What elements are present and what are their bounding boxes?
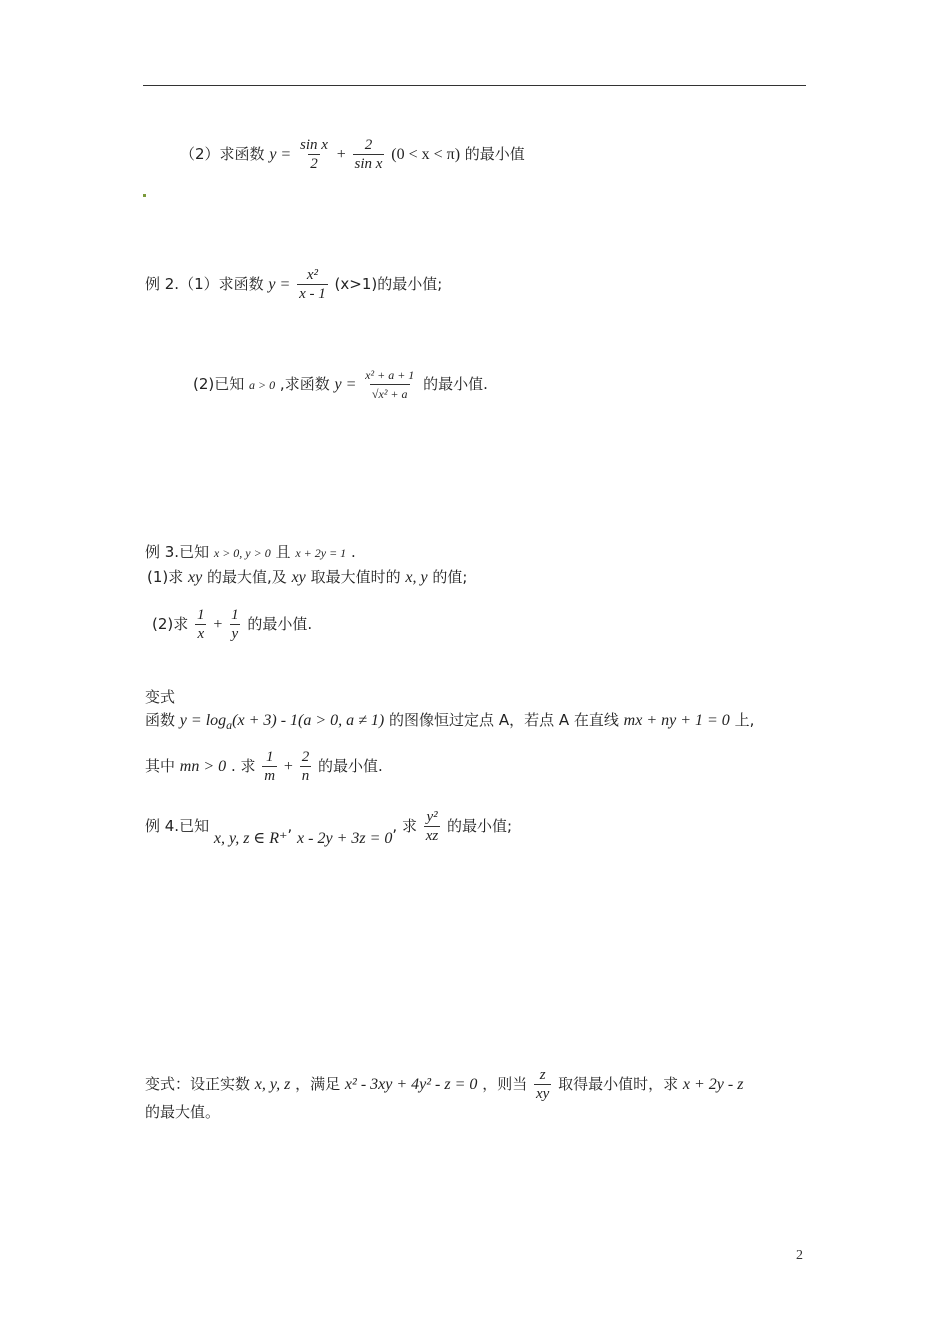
text-2: ，满足 [295, 1075, 341, 1093]
example-4 [145, 808, 512, 845]
constraint-equation: x² - 3xy + 4y² - z = 0 [344, 1076, 478, 1093]
period: . [350, 543, 356, 561]
text: 其中 [145, 757, 176, 775]
given-condition: a > 0 [249, 378, 276, 392]
y-eq: y = [334, 376, 357, 393]
domain-condition: (0 < x < π) [391, 146, 461, 163]
fraction-sinx-over-2: $\frac{\text{sin x}}{2}$ [300, 137, 328, 172]
variant-2-line-2: 的最大值。 [145, 1103, 221, 1121]
text-3: 上, [734, 711, 755, 729]
log-argument: (x + 3) - 1(a > 0, a ≠ 1) [232, 712, 385, 729]
log-base: a [226, 718, 233, 732]
fraction-1-over-y: $\frac{1}{y}$ [231, 607, 239, 642]
stray-mark [143, 194, 146, 197]
text-3: ，则当 [482, 1075, 528, 1093]
variables: x, y [405, 569, 428, 586]
variant-1-line-1 [145, 710, 754, 735]
fraction-2-over-n: $\frac{2}{n}$ [301, 749, 310, 784]
line-equation: mx + ny + 1 = 0 [623, 712, 730, 729]
fraction-z-over-xy: $\frac{z}{xy}$ [535, 1067, 550, 1102]
constraint-equation: x - 2y + 3z = 0 [297, 830, 393, 847]
example-3-part-2 [152, 606, 312, 643]
plus-sign: + [213, 616, 223, 633]
condition-text: (x>1)的最小值; [334, 275, 443, 293]
example-2-part-1 [145, 266, 442, 303]
plus-sign: + [336, 146, 346, 163]
target-expression: x + 2y - z [682, 1076, 744, 1093]
comma: , [287, 817, 293, 835]
example-3-part-1 [147, 567, 467, 588]
and-text: 且 [275, 543, 291, 561]
text: 函数 [145, 711, 176, 729]
text-4: 取得最小值时，求 [558, 1075, 679, 1093]
fraction-expression: $\frac{\text{x² + a + 1}}{\text{√x² + a}}$ [365, 368, 415, 401]
constraint-equation: x + 2y = 1 [295, 546, 347, 560]
condition: mn > 0 [179, 758, 227, 775]
text-2: 的图像恒过定点 A，若点 A 在直线 [389, 711, 619, 729]
fraction-x2-over-x-minus-1: $\frac{\text{x²}}{x - 1}$ [299, 267, 326, 302]
label: （2）求函数 [180, 145, 265, 163]
tail-text: 的值; [432, 568, 468, 586]
xy-term: xy [291, 569, 306, 586]
tail-text: 的最小值. [247, 615, 313, 633]
example-2-part-2 [193, 366, 488, 403]
variant-1-title: 变式 [145, 688, 176, 706]
text: 变式：设正实数 [145, 1075, 251, 1093]
label: 例 3.已知 [145, 543, 210, 561]
fraction-y2-over-xz: $\frac{\text{y²}}{xz}$ [425, 809, 439, 844]
tail-text: 的最小值; [447, 817, 513, 835]
variables: x, y, z [254, 1076, 291, 1093]
variable-set: x, y, z ∈ R⁺ [213, 830, 288, 847]
label: (2)求 [152, 615, 189, 633]
label: 例 2.（1）求函数 [145, 275, 264, 293]
ask-text: 求 [401, 817, 417, 835]
y-eq: y = [268, 276, 291, 293]
y-eq: y = [269, 146, 292, 163]
label: (1)求 [147, 568, 184, 586]
fraction-1-over-x: $\frac{1}{x}$ [197, 607, 205, 642]
tail-text: 的最小值 [464, 145, 525, 163]
tail-text: 的最小值. [423, 375, 488, 393]
mid-text-2: 取最大值时的 [310, 568, 401, 586]
variant-1-line-2 [145, 748, 383, 785]
comma: , [392, 817, 398, 835]
tail-text: 的最小值. [317, 757, 383, 775]
header-rule [143, 85, 806, 86]
mid-text: 的最大值,及 [207, 568, 287, 586]
xy-term: xy [188, 569, 203, 586]
mid-text: ,求函数 [279, 375, 330, 393]
log-function: y = log [179, 712, 227, 729]
plus-sign: + [283, 758, 293, 775]
text-2: . 求 [230, 757, 256, 775]
variant-2-line-1 [145, 1066, 743, 1103]
label: 例 4.已知 [145, 817, 210, 835]
problem-1-part-2 [180, 136, 525, 173]
label: (2)已知 [193, 375, 245, 393]
given-condition: x > 0, y > 0 [213, 546, 271, 560]
example-3-statement [145, 542, 356, 563]
fraction-1-over-m: $\frac{1}{m}$ [264, 749, 276, 784]
fraction-2-over-sinx: $\frac{2}{\text{sin x}}$ [354, 137, 383, 172]
page-number: 2 [796, 1248, 803, 1263]
